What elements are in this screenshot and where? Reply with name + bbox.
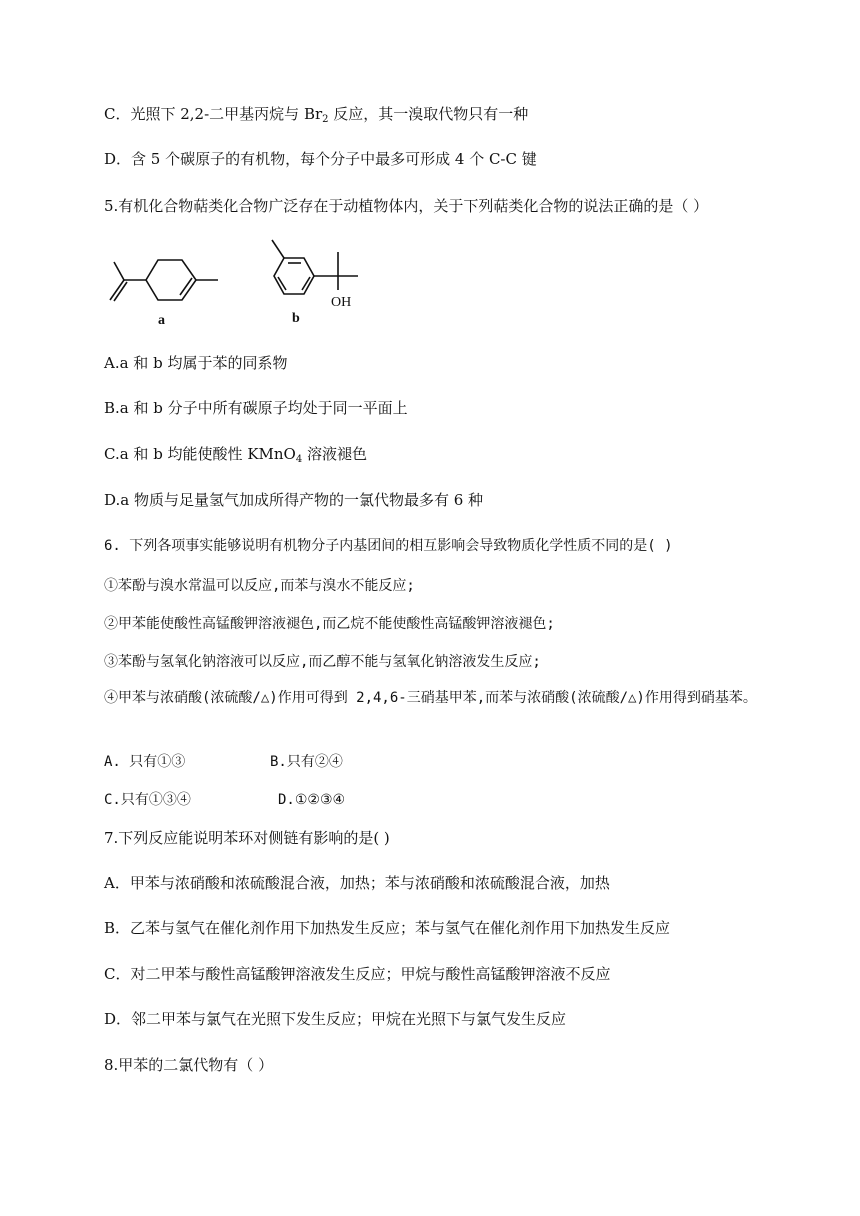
q6-options-row-2: [104, 790, 345, 810]
q6-option-a: A. 只有①③: [104, 754, 186, 770]
q6-statement-2: ②甲苯能使酸性高锰酸钾溶液褪色,而乙烷不能使酸性高锰酸钾溶液褪色;: [104, 616, 555, 632]
q6-option-d: D.①②③④: [278, 792, 346, 808]
subscript: 2: [322, 114, 329, 125]
q6-option-b: B.只有②④: [270, 754, 343, 770]
q8-stem: 8.甲苯的二氯代物有（ ）: [104, 1056, 274, 1074]
compound-b-structure: [272, 240, 358, 294]
q5-option-b: B.a 和 b 分子中所有碳原子均处于同一平面上: [104, 399, 408, 417]
q4-option-d: D．含 5 个碳原子的有机物，每个分子中最多可形成 4 个 C-C 键: [104, 150, 537, 168]
q6-option-c: C.只有①③④: [104, 792, 191, 808]
q4-option-c: C．光照下 2,2-二甲基丙烷与 $Br_2$ 反应，其一溴取代物只有一种: [104, 105, 529, 125]
compound-a-structure: [110, 260, 218, 301]
hydroxyl-label: OH: [331, 295, 352, 310]
q6-statement-4: ④甲苯与浓硝酸(浓硫酸/△)作用可得到 2,4,6-三硝基甲苯,而苯与浓硝酸(浓硫酸/△)作用得到硝基苯。: [104, 690, 757, 706]
terpene-structures-figure: [100, 234, 380, 330]
q7-option-a: A．甲苯与浓硝酸和浓硫酸混合液，加热；苯与浓硝酸和浓硫酸混合液，加热: [104, 874, 610, 892]
q7-option-b: B．乙苯与氢气在催化剂作用下加热发生反应；苯与氢气在催化剂作用下加热发生反应: [104, 919, 671, 937]
q7-option-d: D．邻二甲苯与氯气在光照下发生反应；甲烷在光照下与氯气发生反应: [104, 1010, 567, 1028]
q7-stem: 7.下列反应能说明苯环对侧链有影响的是( ): [104, 829, 390, 847]
q5-option-a: A.a 和 b 均属于苯的同系物: [104, 354, 288, 372]
q5-stem: 5.有机化合物萜类化合物广泛存在于动植物体内，关于下列萜类化合物的说法正确的是（ ）: [104, 197, 709, 215]
q5-option-d: D.a 物质与足量氢气加成所得产物的一氯代物最多有 6 种: [104, 491, 484, 509]
q6-statement-1: ①苯酚与溴水常温可以反应,而苯与溴水不能反应;: [104, 578, 415, 594]
subscript: 4: [295, 454, 303, 465]
q6-statement-3: ③苯酚与氢氧化钠溶液可以反应,而乙醇不能与氢氧化钠溶液发生反应;: [104, 654, 541, 670]
q6-stem: 6. 下列各项事实能够说明有机物分子内基团间的相互影响会导致物质化学性质不同的是( ): [104, 538, 673, 554]
q5-option-c: C.a 和 b 均能使酸性 KMnO$_4$ 溶液褪色: [104, 445, 368, 465]
compound-a-label: a: [158, 313, 165, 328]
q6-options-row-1: [104, 752, 343, 772]
compound-b-label: b: [292, 311, 300, 326]
q7-option-c: C．对二甲苯与酸性高锰酸钾溶液发生反应；甲烷与酸性高锰酸钾溶液不反应: [104, 965, 611, 983]
